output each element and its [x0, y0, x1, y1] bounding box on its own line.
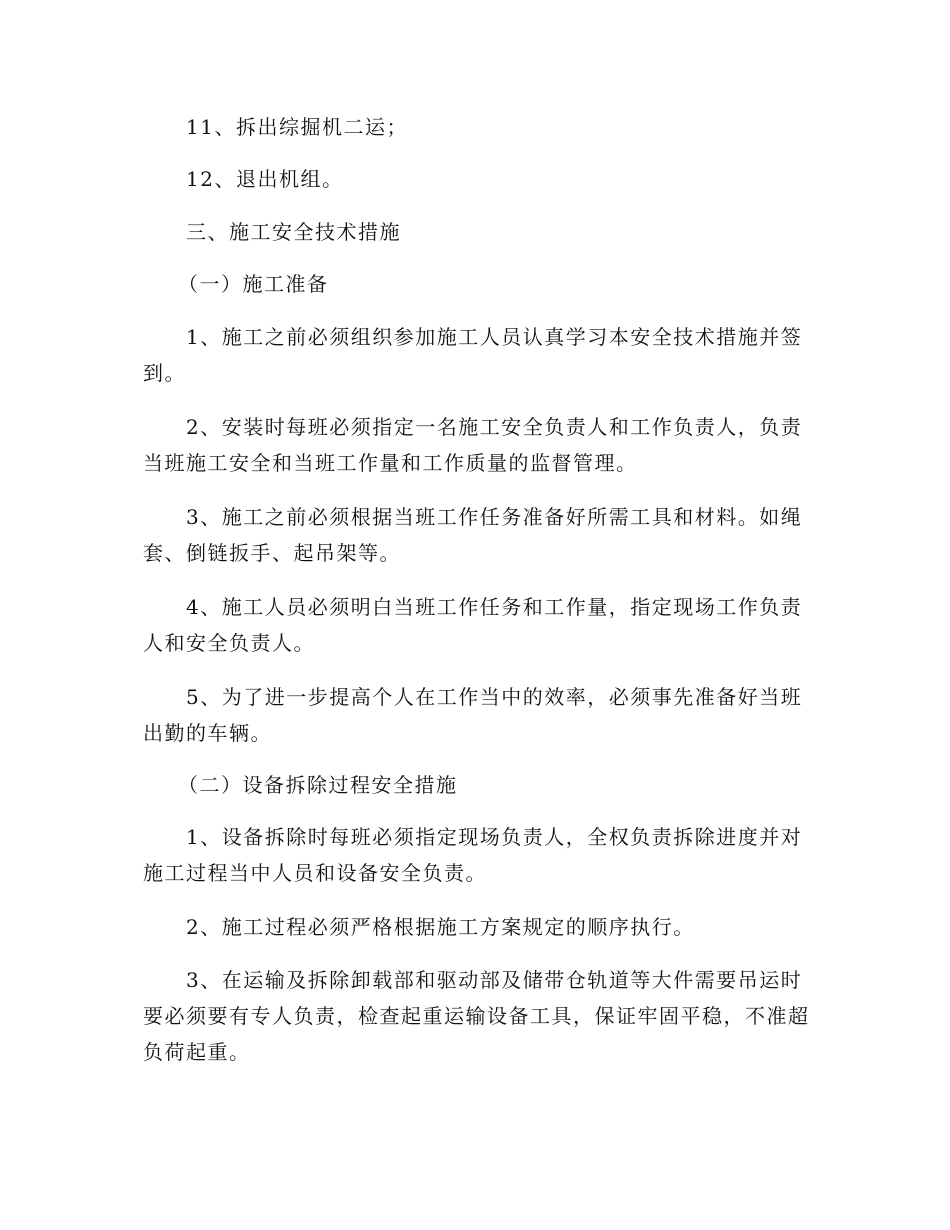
subsection-heading-2: （二）设备拆除过程安全措施 — [178, 773, 458, 797]
section-heading-3: 三、施工安全技术措施 — [186, 220, 401, 244]
prep-item-3: 3、施工之前必须根据当班工作任务准备好所需工具和材料。如绳套、倒链扳手、起吊架等。 — [143, 505, 803, 565]
step-11: 11、拆出综掘机二运； — [186, 115, 408, 139]
subsection-heading-1: （一）施工准备 — [178, 272, 329, 296]
prep-item-1: 1、施工之前必须组织参加施工人员认真学习本安全技术措施并签到。 — [143, 325, 803, 385]
prep-item-4: 4、施工人员必须明白当班工作任务和工作量，指定现场工作负责人和安全负责人。 — [143, 595, 803, 655]
step-12: 12、退出机组。 — [186, 167, 344, 191]
prep-item-5: 5、为了进一步提高个人在工作当中的效率，必须事先准备好当班出勤的车辆。 — [143, 685, 803, 745]
removal-item-2: 2、施工过程必须严格根据施工方案规定的顺序执行。 — [186, 915, 695, 939]
removal-item-3: 3、在运输及拆除卸载部和驱动部及储带仓轨道等大件需要吊运时要必须要有专人负责，检查起重运输设备工具，保证牢固平稳，不准超负荷起重。 — [143, 968, 810, 1064]
prep-item-2: 2、安装时每班必须指定一名施工安全负责人和工作负责人，负责当班施工安全和当班工作量和工作质量的监督管理。 — [143, 415, 803, 475]
removal-item-1: 1、设备拆除时每班必须指定现场负责人，全权负责拆除进度并对施工过程当中人员和设备安全负责。 — [143, 825, 803, 885]
